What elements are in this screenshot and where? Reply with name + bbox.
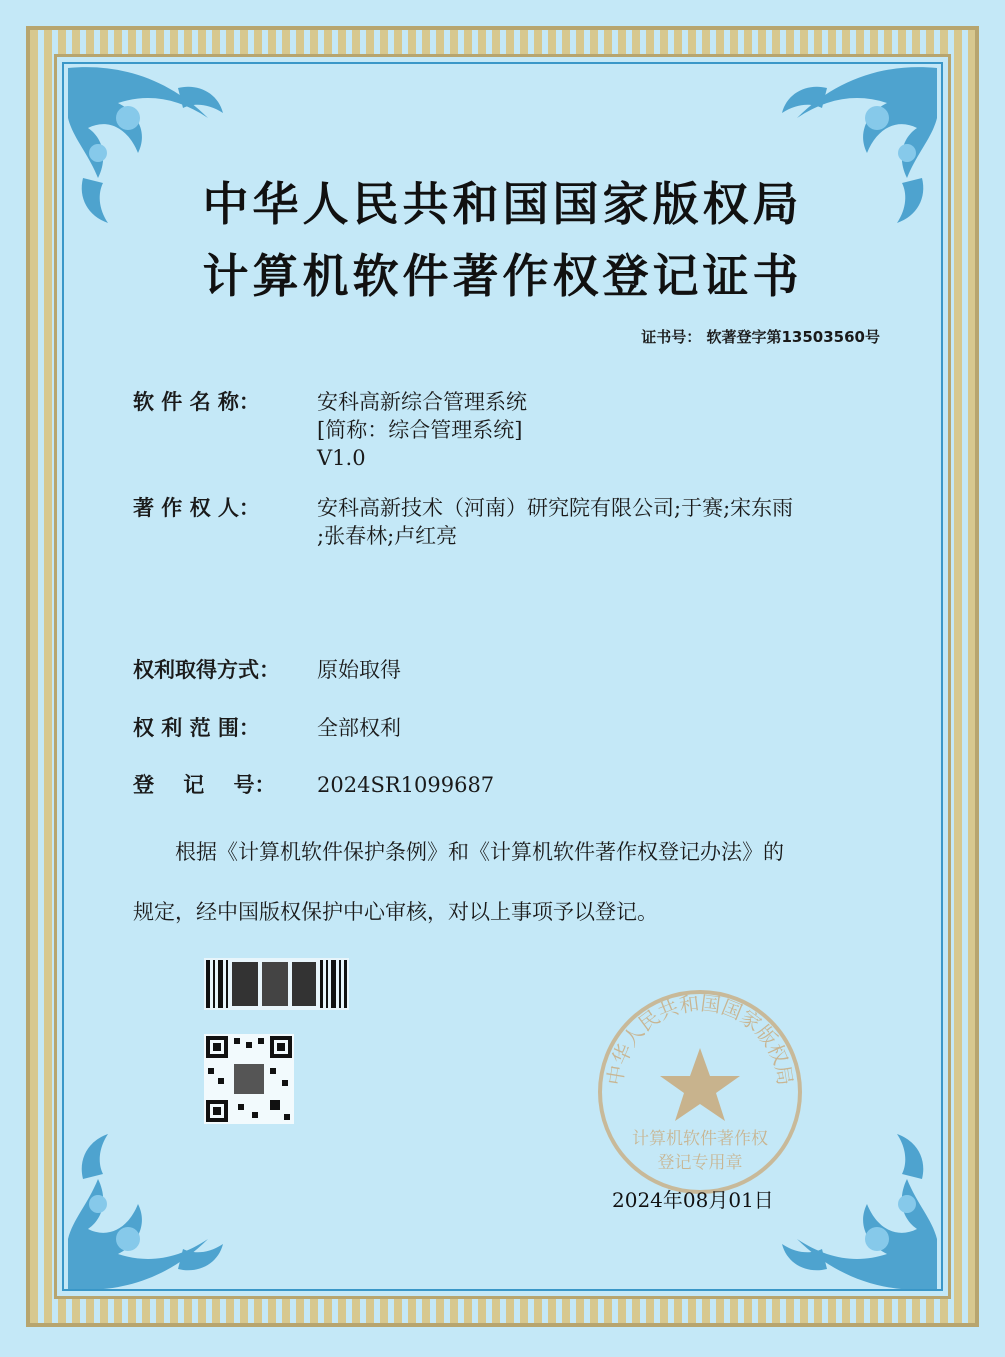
copyright-owner-label: 著 作 权 人： — [133, 496, 260, 520]
legal-paragraph-line2: 规定，经中国版权保护中心审核，对以上事项予以登记。 — [133, 900, 658, 924]
seal-inner-line1: 计算机软件著作权 — [632, 1129, 768, 1149]
corner-ornament-bottom-left — [58, 1129, 228, 1299]
copyright-owner-line2: ;张春林;卢红亮 — [317, 524, 458, 548]
issuer-title: 中华人民共和国国家版权局 — [202, 177, 803, 231]
software-name: 安科高新综合管理系统 — [317, 390, 527, 414]
software-name-value — [317, 388, 897, 472]
software-short-name: [简称：综合管理系统] — [317, 418, 523, 442]
acquire-method-value: 原始取得 — [317, 658, 401, 682]
issue-date: 2024年08月01日 — [612, 1188, 774, 1212]
software-version: V1.0 — [317, 446, 366, 470]
rights-scope-label: 权 利 范 围： — [133, 716, 260, 740]
acquire-method-label: 权利取得方式： — [133, 658, 280, 682]
certificate-title: 计算机软件著作权登记证书 — [202, 249, 803, 303]
official-seal — [594, 986, 806, 1198]
seal-inner-line2: 登记专用章 — [657, 1153, 743, 1173]
rights-scope-value: 全部权利 — [317, 716, 401, 740]
qr-code-image — [204, 1034, 294, 1124]
copyright-owner-value — [317, 494, 897, 550]
software-name-label: 软 件 名 称： — [133, 390, 260, 414]
barcode-image — [204, 958, 349, 1010]
copyright-owner-line1: 安科高新技术（河南）研究院有限公司;于赛;宋东雨 — [317, 496, 794, 520]
seal-star-icon — [660, 1048, 740, 1121]
reg-number-value: 2024SR1099687 — [317, 773, 495, 797]
seal-outer-text: 中华人民共和国国家版权局 — [602, 990, 798, 1087]
reg-number-label: 登 记 号： — [133, 773, 276, 797]
legal-paragraph-line1: 根据《计算机软件保护条例》和《计算机软件著作权登记办法》的 — [175, 840, 784, 864]
certificate-number: 证书号： 软著登字第13503560号 — [641, 328, 880, 346]
